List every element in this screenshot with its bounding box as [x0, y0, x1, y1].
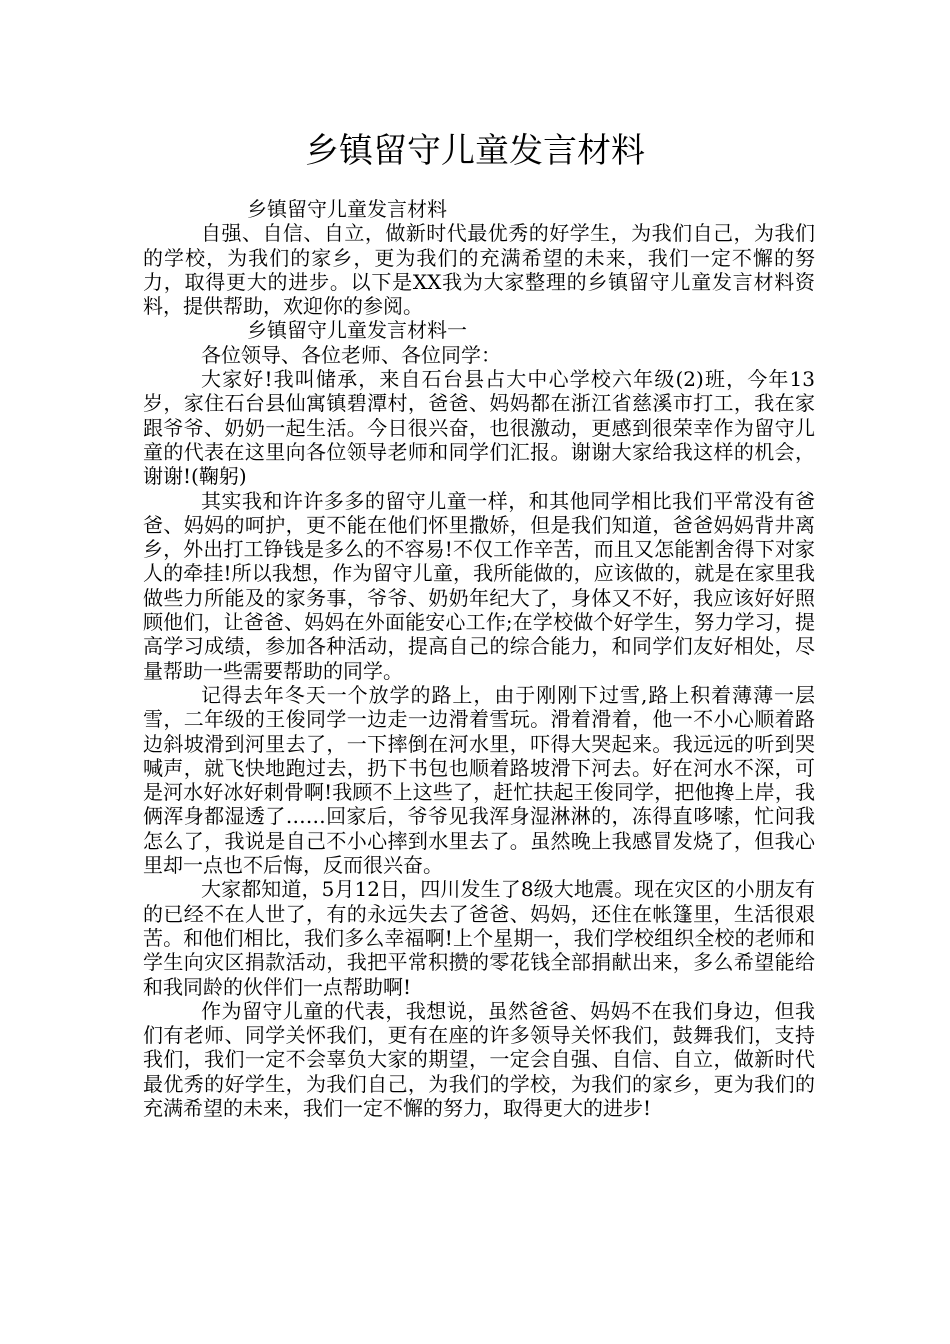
section-subheading: 乡镇留守儿童发言材料: [247, 197, 447, 221]
body-paragraph: 大家都知道，5月12日，四川发生了8级大地震。现在灾区的小朋友有的已经不在人世了，有的永远失去了爸爸、妈妈，还住在帐篷里，生活很艰苦。和他们相比，我们多么幸福啊!上个星期一，我们学校组织全校的老师和学生向灾区捐款活动，我把平常积攒的零花钱全部捐献出来，多么希望能给和我同龄的伙伴们一点帮助啊!: [143, 877, 815, 999]
greeting-paragraph: 各位领导、各位老师、各位同学：: [201, 342, 501, 367]
document-body: [143, 197, 815, 1120]
body-paragraph: 记得去年冬天一个放学的路上，由于刚刚下过雪,路上积着薄薄一层雪，二年级的王俊同学一边走一边滑着雪玩。滑着滑着，他一不小心顺着路边斜坡滑到河里去了，一下摔倒在河水里，吓得大哭起来。我远远的听到哭喊声，就飞快地跑过去，扔下书包也顺着路坡滑下河去。好在河水不深，可是河水好冰好刺骨啊!我顾不上这些了，赶忙扶起王俊同学，把他搀上岸，我俩浑身都湿透了……回家后，爷爷见我浑身湿淋淋的，冻得直哆嗦，忙问我怎么了，我说是自己不小心摔到水里去了。虽然晚上我感冒发烧了，但我心里却一点也不后悔，反而很兴奋。: [143, 682, 815, 878]
intro-paragraph: 自强、自信、自立，做新时代最优秀的好学生，为我们自己，为我们的学校，为我们的家乡，更为我们的充满希望的未来，我们一定不懈的努力，取得更大的进步。以下是XX我为大家整理的乡镇留守儿童发言材料资料，提供帮助，欢迎你的参阅。: [143, 221, 815, 319]
document-title: 乡镇留守儿童发言材料: [305, 131, 645, 171]
body-paragraph: 大家好!我叫储承，来自石台县占大中心学校六年级(2)班，今年13岁，家住石台县仙寓镇碧潭村，爸爸、妈妈都在浙江省慈溪市打工，我在家跟爷爷、奶奶一起生活。今日很兴奋，也很激动，更感到很荣幸作为留守儿童的代表在这里向各位领导老师和同学们汇报。谢谢大家给我这样的机会，谢谢!(鞠躬): [143, 367, 815, 489]
section-subheading: 乡镇留守儿童发言材料一: [247, 318, 467, 343]
body-paragraph: 其实我和许许多多的留守儿童一样，和其他同学相比我们平常没有爸爸、妈妈的呵护，更不能在他们怀里撒娇，但是我们知道，爸爸妈妈背井离乡，外出打工铮钱是多么的不容易!不仅工作辛苦，而且又怎能割舍得下对家人的牵挂!所以我想，作为留守儿童，我所能做的，应该做的，就是在家里我做些力所能及的家务事，爷爷、奶奶年纪大了，身体又不好，我应该好好照顾他们，让爸爸、妈妈在外面能安心工作;在学校做个好学生，努力学习，提高学习成绩，参加各种活动，提高自己的综合能力，和同学们友好相处，尽量帮助一些需要帮助的同学。: [143, 488, 815, 683]
closing-paragraph: 作为留守儿童的代表，我想说，虽然爸爸、妈妈不在我们身边，但我们有老师、同学关怀我们，更有在座的许多领导关怀我们，鼓舞我们，支持我们，我们一定不会辜负大家的期望，一定会自强、自信、自立，做新时代最优秀的好学生，为我们自己，为我们的学校，为我们的家乡，更为我们的充满希望的未来，我们一定不懈的努力，取得更大的进步!: [143, 998, 815, 1120]
